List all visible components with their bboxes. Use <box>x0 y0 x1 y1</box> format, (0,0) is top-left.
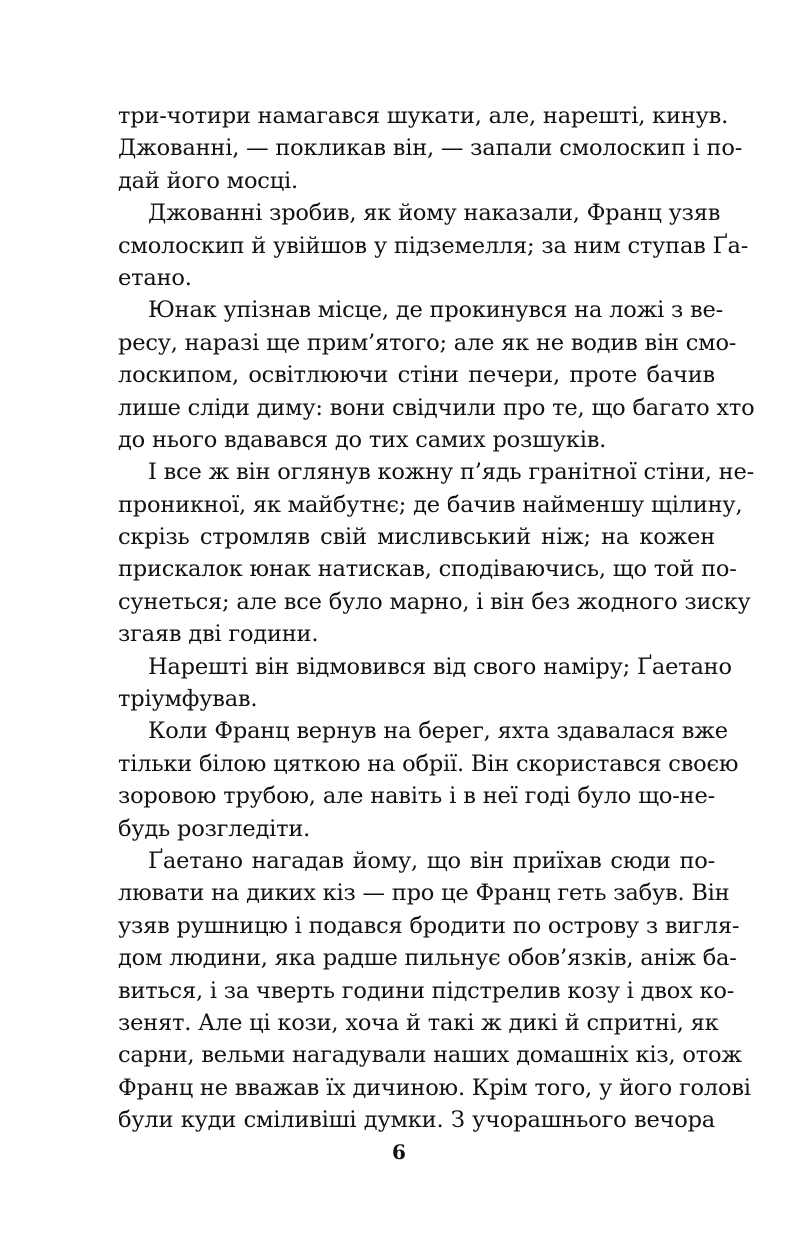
text-line: зенят. Але ці кози, хоча й такі ж дикі й спритні, як <box>118 1009 719 1036</box>
paragraph <box>118 197 749 294</box>
text-line: проникної, як майбутнє; де бачив найменшу щілину, <box>118 491 743 518</box>
text-line: будь розгледіти. <box>118 815 311 842</box>
body-text <box>118 100 755 1137</box>
text-line: сарни, вельми нагадували наших домашніх кіз, отож <box>118 1042 742 1069</box>
paragraph <box>118 100 743 197</box>
text-line: були куди сміливіші думки. З учорашнього вечора <box>118 1107 715 1134</box>
text-line: Ґаетано нагадав йому, що він приїхав сюди по- <box>148 847 715 874</box>
text-line: І все ж він оглянув кожну п’ядь гранітної стіни, не- <box>148 459 754 486</box>
page-number: 6 <box>392 1140 406 1164</box>
text-line: Франц не вважав їх дичиною. Крім того, у його голові <box>118 1074 751 1101</box>
text-line: тріумфував. <box>118 686 258 713</box>
text-line: тільки білою цяткою на обрії. Він скористався своєю <box>118 750 739 777</box>
text-line: етано. <box>118 264 192 291</box>
text-line: Джованні зробив, як йому наказали, Франц узяв <box>148 200 721 227</box>
text-line: три-чотири намагався шукати, але, нарешті, кинув. <box>118 103 729 129</box>
text-line: Джованні, — покликав він, — запали смолоскип і по- <box>118 135 743 162</box>
text-line: смолоскип й увійшов у підземелля; за ним ступав Ґа- <box>118 232 749 259</box>
text-line: згаяв дві години. <box>118 621 319 648</box>
text-line: зоровою трубою, але навіть і в неї годі було що-не- <box>118 783 715 810</box>
text-line: лише сліди диму: вони свідчили про те, що багато хто <box>118 394 755 421</box>
paragraph <box>118 651 732 716</box>
text-line: Нарешті він відмовився від свого наміру; Ґаетано <box>148 653 732 680</box>
text-line: скрізь стромляв свій мисливський ніж; на кожен <box>118 524 715 551</box>
paragraph <box>118 456 754 650</box>
text-line: лювати на диких кіз — про це Франц геть забув. Він <box>118 880 730 907</box>
text-line: узяв рушницю і подався бродити по острову з вигля- <box>118 912 740 939</box>
text-line: Юнак упізнав місце, де прокинувся на ложі з ве- <box>148 297 724 324</box>
text-line: прискалок юнак натискав, сподіваючись, що той по- <box>118 556 737 583</box>
text-line: ресу, наразі ще прим’ятого; але як не водив він смо- <box>118 329 737 356</box>
text-line: дай його мосці. <box>118 167 298 194</box>
paragraph <box>118 715 739 845</box>
text-line: виться, і за чверть години підстрелив козу і двох ко- <box>118 977 735 1004</box>
paragraph <box>118 845 751 1137</box>
text-line: сунеться; але все було марно, і він без жодного зиску <box>118 588 751 615</box>
text-line: до нього вдавався до тих самих розшуків. <box>118 426 607 453</box>
text-line: дом людини, яка радше пильнує обов’язків, аніж ба- <box>118 945 737 972</box>
paragraph <box>118 294 755 456</box>
text-line: Коли Франц вернув на берег, яхта здавалася вже <box>148 718 728 745</box>
text-line: лоскипом, освітлюючи стіни печери, проте бачив <box>118 362 715 389</box>
